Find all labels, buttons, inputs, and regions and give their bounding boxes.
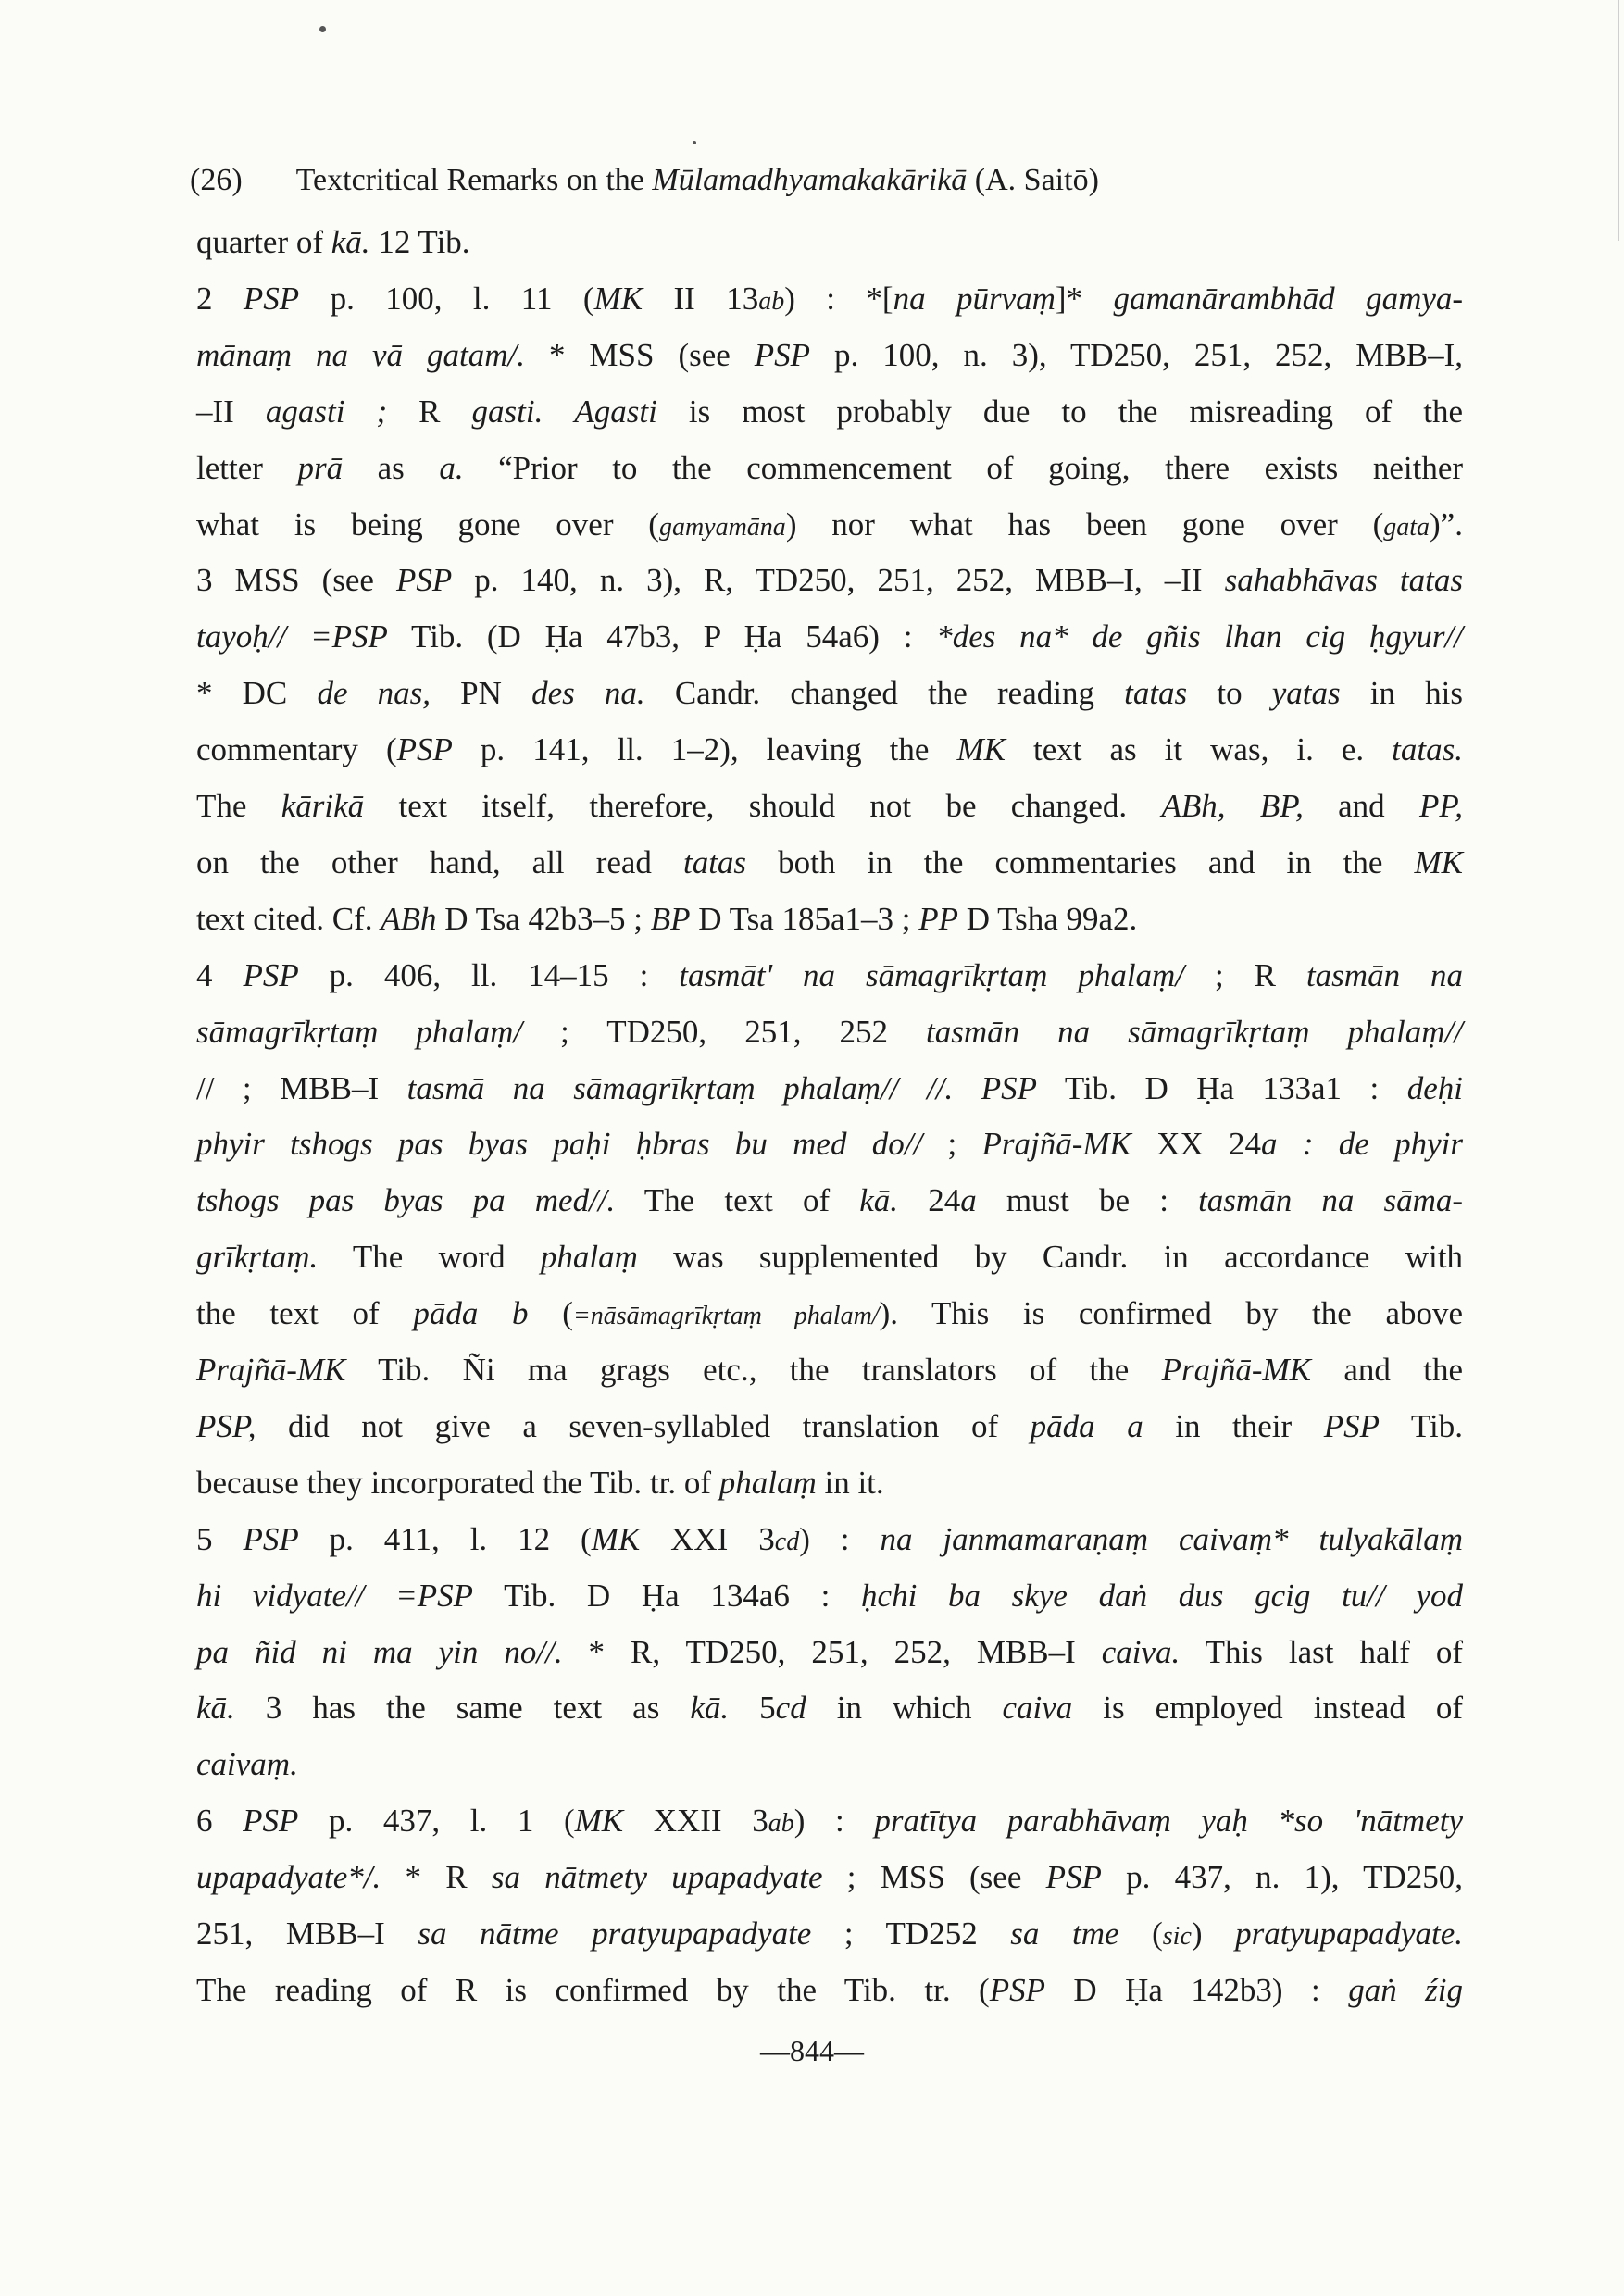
text-segment: D Tsa 185a1–3 ;	[690, 900, 919, 937]
text-segment: * R, TD250, 251, 252, MBB–I	[562, 1633, 1102, 1670]
text-segment: in which	[806, 1690, 1003, 1727]
text-line	[196, 1068, 1463, 1109]
italic-segment: kārikā	[281, 788, 365, 824]
text-segment: and	[1303, 788, 1420, 824]
italic-segment: kā.	[859, 1182, 899, 1219]
text-segment: Tib.	[1379, 1407, 1463, 1444]
italic-segment: gamanārambhād gamya-	[1113, 280, 1464, 317]
italic-segment: sa nātmety upapadyate	[491, 1859, 823, 1896]
italic-segment: phyir tshogs pas byas paḥi ḥbras bu med do//	[196, 1126, 923, 1163]
italic-segment: Prajñā-MK	[196, 1352, 346, 1388]
italic-segment: pratyupapadyate.	[1235, 1915, 1464, 1952]
text-line	[196, 335, 1463, 376]
text-line	[196, 617, 1463, 657]
italic-segment: tasmān na sāma-	[1198, 1182, 1464, 1219]
text-segment: was supplemented by Candr. in accordance with	[637, 1239, 1463, 1276]
text-segment: ) : *[	[784, 280, 893, 317]
text-line	[196, 786, 1463, 827]
italic-segment: tasmāt' na sāmagrīkṛtaṃ phalaṃ/	[679, 956, 1185, 993]
text-segment: ) :	[793, 1803, 875, 1840]
italic-segment: sa tme	[1010, 1915, 1119, 1952]
text-segment: R	[387, 393, 472, 430]
text-segment: ]*	[1055, 280, 1114, 317]
text-segment: ; MSS (see	[822, 1859, 1046, 1896]
text-segment: p. 437, n. 1), TD250,	[1101, 1859, 1463, 1896]
text-segment: 6	[196, 1803, 244, 1840]
italic-segment: tasmā na sāmagrīkṛtaṃ phalaṃ// //.	[406, 1069, 954, 1106]
header-author: (A. Saitō)	[967, 163, 1099, 197]
italic-segment: PP,	[1419, 788, 1464, 824]
italic-segment: pa ñid ni ma yin no//.	[196, 1633, 563, 1670]
text-segment: 5	[196, 1520, 244, 1557]
text-segment: ) nor what has been gone over (	[785, 505, 1384, 543]
italic-segment: kā.	[196, 1690, 235, 1727]
text-line	[196, 1744, 1463, 1785]
italic-segment: a : de phyir	[1261, 1126, 1463, 1163]
italic-segment: a.	[439, 449, 464, 486]
italic-segment: deḥi	[1406, 1069, 1464, 1106]
text-line	[196, 899, 1463, 940]
text-segment: * DC	[196, 675, 318, 712]
text-line	[196, 1180, 1463, 1221]
text-segment: 2	[196, 280, 244, 317]
text-segment: in his	[1340, 675, 1464, 712]
text-line	[196, 1688, 1463, 1728]
italic-segment: sahabhāvas tatas	[1224, 562, 1463, 599]
italic-segment: PSP,	[196, 1407, 256, 1444]
text-segment: Tib. D Ḥa 133a1 :	[1037, 1069, 1407, 1106]
text-segment	[953, 1070, 981, 1106]
text-segment: D Tsa 42b3–5 ;	[436, 900, 651, 937]
text-segment: “Prior to the commencement of going, there exists neither	[463, 449, 1464, 486]
text-segment: The text of	[615, 1182, 860, 1219]
text-segment: commentary (	[196, 731, 397, 768]
text-segment: in their	[1143, 1407, 1324, 1444]
text-segment: 251, MBB–I	[196, 1915, 418, 1952]
italic-segment: PSP	[243, 1803, 299, 1840]
text-line	[196, 842, 1463, 883]
italic-segment: caivaṃ.	[196, 1746, 298, 1783]
italic-segment: ab	[758, 286, 785, 316]
italic-segment: PSP	[243, 1520, 299, 1557]
italic-segment: prā	[297, 449, 344, 486]
text-segment: The	[196, 788, 281, 824]
italic-segment: Agasti	[574, 393, 657, 430]
text-segment: must be :	[976, 1182, 1199, 1219]
text-segment: and the	[1311, 1352, 1463, 1388]
text-segment: Candr. changed the reading	[644, 675, 1125, 712]
italic-segment: PP	[918, 900, 959, 937]
text-segment: PN	[431, 675, 532, 712]
text-segment: text itself, therefore, should not be changed.	[364, 788, 1162, 824]
scan-speck	[319, 26, 326, 32]
text-segment: ; TD252	[811, 1915, 1011, 1952]
text-segment: II 13	[643, 280, 759, 317]
italic-segment: a	[960, 1182, 977, 1219]
italic-segment: kā.	[690, 1690, 730, 1727]
italic-segment: Prajñā-MK	[1161, 1352, 1312, 1388]
text-line	[196, 955, 1463, 996]
italic-segment: sāmagrīkṛtaṃ phalaṃ/	[196, 1013, 523, 1050]
header-page-number: (26)	[190, 163, 243, 197]
text-line	[196, 1632, 1463, 1673]
text-segment: The reading of R is confirmed by the Tib. tr. (	[196, 1971, 990, 2008]
text-segment: )”.	[1430, 505, 1463, 543]
text-segment: (	[528, 1295, 573, 1332]
text-segment: text cited. Cf.	[196, 900, 381, 937]
text-line	[196, 1576, 1463, 1616]
text-segment: Tib. Ñi ma grags etc., the translators of the	[345, 1352, 1162, 1388]
text-segment: to	[1187, 675, 1272, 712]
scan-edge-line	[1618, 0, 1619, 241]
text-line	[196, 730, 1463, 770]
text-segment: ;	[922, 1126, 982, 1163]
text-segment: * MSS (see	[524, 336, 755, 373]
text-line	[196, 279, 1463, 322]
italic-segment: tatas	[1124, 675, 1188, 712]
text-line	[196, 1970, 1463, 2011]
text-segment: D Tsha 99a2.	[958, 900, 1138, 937]
italic-segment: agasti ;	[265, 393, 388, 430]
text-line	[196, 505, 1463, 548]
italic-segment: grīkṛtaṃ.	[196, 1239, 319, 1276]
text-segment: quarter of	[196, 224, 331, 260]
italic-segment: caiva	[1002, 1690, 1073, 1727]
italic-segment: pratītya parabhāvaṃ yaḥ *so 'nātmety	[874, 1803, 1464, 1840]
text-segment: Tib. D Ḥa 134a6 :	[473, 1577, 862, 1614]
text-line	[196, 1519, 1463, 1563]
italic-segment: na pūrvaṃ	[893, 280, 1056, 317]
text-segment: is employed instead of	[1072, 1690, 1463, 1727]
italic-segment: yatas	[1271, 675, 1341, 712]
text-segment: Tib. (D Ḥa 47b3, P Ḥa 54a6) :	[387, 618, 937, 655]
text-line	[196, 673, 1463, 714]
text-segment: p. 141, ll. 1–2), leaving the	[452, 731, 957, 768]
italic-segment: PSP	[1045, 1859, 1102, 1896]
italic-segment: PSP	[243, 956, 299, 993]
italic-segment: sic	[1162, 1922, 1192, 1951]
text-segment: )	[1191, 1915, 1236, 1952]
header-title-prefix: Textcritical Remarks on the	[295, 163, 653, 197]
page-footer-number: —844—	[760, 2034, 864, 2067]
text-segment: 3 has the same text as	[234, 1690, 691, 1727]
header-title-italic: Mūlamadhyamakakārikā	[652, 163, 968, 197]
text-segment: XXI 3	[640, 1520, 775, 1557]
italic-segment: PSP	[396, 731, 453, 768]
text-line	[196, 1914, 1463, 1957]
italic-segment: phalaṃ	[540, 1239, 638, 1276]
italic-segment: tasmān na	[1305, 956, 1464, 993]
italic-segment: PSP	[754, 336, 811, 373]
text-segment: XX 24	[1131, 1126, 1262, 1163]
italic-segment: cd	[775, 1690, 806, 1727]
italic-segment: ABh, BP,	[1161, 788, 1304, 824]
text-segment: p. 437, l. 1 (	[298, 1803, 575, 1840]
italic-segment: ḥchi ba skye daṅ dus gcig tu// yod	[861, 1577, 1463, 1614]
italic-segment: gamyamāna	[658, 512, 786, 542]
text-line	[196, 448, 1463, 489]
text-segment: p. 100, l. 11 (	[299, 280, 594, 317]
italic-segment: Prajñā-MK	[981, 1126, 1131, 1163]
text-segment: on the other hand, all read	[196, 843, 683, 880]
italic-segment: caiva.	[1101, 1633, 1181, 1670]
text-segment: The word	[318, 1239, 541, 1276]
text-segment: in it.	[816, 1464, 884, 1501]
text-segment: This last half of	[1180, 1633, 1463, 1670]
running-header	[190, 163, 1486, 198]
italic-segment: ABh	[381, 900, 437, 937]
text-segment	[543, 393, 574, 430]
text-segment: D Ḥa 142b3) :	[1044, 1971, 1349, 2008]
italic-segment: tatas	[682, 843, 747, 880]
text-line	[196, 1293, 1463, 1337]
italic-segment: gata	[1383, 512, 1430, 542]
italic-segment: *des na* de gñis lhan cig ḥgyur//	[936, 618, 1463, 655]
italic-segment: upapadyate*/.	[196, 1859, 381, 1896]
text-segment: XXII 3	[623, 1803, 768, 1840]
italic-segment: kā.	[331, 224, 370, 260]
text-segment: p. 140, n. 3), R, TD250, 251, 252, MBB–I, –II	[452, 562, 1225, 599]
text-segment: 24	[898, 1182, 961, 1219]
italic-segment: tayoḥ// =PSP	[196, 618, 388, 655]
text-segment: ; R	[1184, 956, 1306, 993]
italic-segment: gasti.	[471, 393, 543, 430]
text-segment: * R	[381, 1859, 492, 1896]
italic-segment: phalaṃ	[718, 1464, 817, 1501]
italic-segment: PSP	[989, 1971, 1045, 2008]
text-segment: as	[343, 449, 440, 486]
italic-segment: gaṅ źig	[1348, 1971, 1464, 2008]
italic-segment: sa nātme pratyupapadyate	[418, 1915, 812, 1952]
text-segment: (	[1118, 1915, 1163, 1952]
text-segment: letter	[196, 449, 298, 486]
text-line	[196, 1857, 1463, 1898]
text-segment: ). This is confirmed by the above	[879, 1295, 1464, 1332]
italic-segment: tasmān na sāmagrīkṛtaṃ phalaṃ//	[925, 1013, 1464, 1050]
text-segment: // ; MBB–I	[196, 1069, 407, 1106]
italic-segment: na janmamaraṇaṃ caivaṃ* tulyakālaṃ	[880, 1520, 1463, 1557]
text-segment: because they incorporated the Tib. tr. of	[196, 1464, 719, 1501]
italic-segment: MK	[591, 1520, 641, 1557]
italic-segment: BP	[650, 900, 691, 937]
text-segment: what is being gone over (	[196, 505, 659, 543]
italic-segment: MK	[593, 280, 643, 317]
italic-segment: pāda b	[413, 1295, 529, 1332]
text-segment: the text of	[196, 1295, 414, 1332]
italic-segment: tshogs pas byas pa med//.	[196, 1182, 616, 1219]
italic-segment: MK	[574, 1803, 624, 1840]
italic-segment: de nas,	[317, 675, 431, 712]
italic-segment: tatas.	[1392, 731, 1463, 768]
italic-segment: MK	[956, 731, 1006, 768]
text-segment: p. 411, l. 12 (	[298, 1520, 592, 1557]
text-line	[196, 1350, 1463, 1391]
italic-segment: mānaṃ na vā gatam/.	[196, 336, 525, 373]
text-segment: p. 406, ll. 14–15 :	[298, 956, 680, 993]
text-segment: did not give a seven-syllabled translation of	[256, 1407, 1031, 1444]
text-segment: is most probably due to the misreading of the	[656, 393, 1463, 430]
text-line	[196, 560, 1463, 601]
text-segment: both in the commentaries and in the	[746, 843, 1415, 880]
scan-speck	[693, 141, 696, 144]
italic-segment: PSP	[981, 1069, 1037, 1106]
text-line	[196, 1124, 1463, 1165]
italic-segment: hi vidyate// =PSP	[196, 1577, 473, 1614]
italic-segment: cd	[774, 1527, 800, 1556]
text-line	[196, 1463, 1463, 1504]
text-line	[196, 392, 1463, 432]
italic-segment: des na.	[531, 675, 645, 712]
text-segment: 5	[729, 1690, 776, 1727]
text-line	[196, 1012, 1463, 1053]
italic-segment: =nāsāmagrīkṛtaṃ phalam/	[572, 1302, 880, 1331]
text-line	[196, 1237, 1463, 1278]
text-segment: ; TD250, 251, 252	[522, 1013, 926, 1050]
italic-segment: PSP	[395, 562, 453, 599]
italic-segment: PSP	[1323, 1407, 1380, 1444]
text-segment: p. 100, n. 3), TD250, 251, 252, MBB–I,	[810, 336, 1463, 373]
italic-segment: ab	[768, 1809, 794, 1839]
text-line	[196, 1801, 1463, 1844]
text-line	[196, 1406, 1463, 1447]
text-segment: ) :	[799, 1520, 881, 1557]
text-segment: 3 MSS (see	[196, 562, 396, 599]
italic-segment: MK	[1414, 843, 1463, 880]
text-segment: 4	[196, 956, 244, 993]
italic-segment: PSP	[243, 280, 300, 317]
text-line	[196, 222, 1463, 263]
text-segment: text as it was, i. e.	[1005, 731, 1393, 768]
text-segment: 12 Tib.	[369, 224, 470, 260]
italic-segment: pāda a	[1030, 1407, 1143, 1444]
text-segment: –II	[196, 393, 266, 430]
